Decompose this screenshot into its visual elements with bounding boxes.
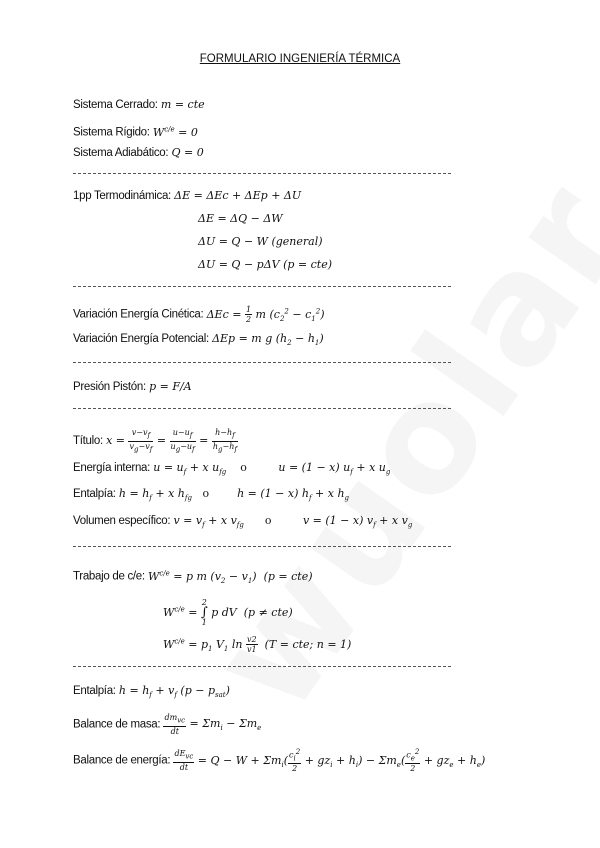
trabajo-eq2-row [163,598,293,627]
entalpia-liquido-row [73,682,230,700]
volumen-row [73,512,412,530]
energia-interna-row [73,459,390,477]
page-title: FORMULARIO INGENIERÍA TÉRMICA [199,53,401,65]
primera-ley-eq4-row [198,256,332,274]
energia-interna-label: Energía interna: [73,462,151,474]
balance-energia-row [73,748,486,774]
presion-label: Presión Pistón: [73,381,146,393]
energia-interna-eq: $u = u_f + x$ $u_{fg}$ o u = (1 − x) $u_f + x$ $u_g$ [153,461,391,477]
sistema-cerrado-row [73,96,205,114]
separator [73,546,451,547]
primera-ley-label: 1pp Termodinámica: [73,190,171,202]
separator [73,666,451,667]
primera-ley-eq4: ΔU = Q − pΔV (p = cte) [198,258,333,271]
separator [73,408,451,409]
sistema-cerrado-eq: m = cte [160,98,205,111]
primera-ley-eq3-row [198,233,323,251]
trabajo-label: Trabajo de c/e: [73,570,145,583]
balance-masa-label: Balance de masa: [73,718,161,731]
trabajo-eq1: $W^{c/e} = p$ m $(v_2 - v_1) (p = cte)$ [148,569,313,585]
balance-masa-eq: $\frac{dm_{vc}}{dt}$ = $\Sigma m_i - \Sigma m_e$ [164,713,262,736]
sistema-rigido-label: Sistema Rígido: [73,126,150,139]
entalpia-liquido-eq: $h = h_f + v_f$ $(p - p_{sat})$ [118,684,230,700]
trabajo-row [73,564,313,585]
separator [73,286,451,287]
balance-energia-eq: $\frac{dE_{vc}}{dt}$ = $Q - W + \Sigma m_i$( $\frac{c_i^2}{2}$ + $gz_i + h_i) - \Sigma m_e$( $\frac{c_e^2}{2}$ + $gz_e + h_e$) [174,748,486,774]
sistema-rigido-row [73,120,198,138]
primera-ley-eq3: ΔU = Q − W (general) [198,235,323,248]
trabajo-eq3-row [163,632,352,655]
balance-energia-label: Balance de energía: [73,754,171,767]
cinetica-label: Variación Energía Cinética: [73,308,204,321]
titulo-eq: x = $\frac{v-v_f}{v_g-v_f}$ = $\frac{u-u_f}{u_g-u_f}$ = $\frac{h-h_f}{h_g-h_f}$ [106,428,237,454]
sistema-cerrado-label: Sistema Cerrado: [73,99,158,111]
primera-ley-eq1: ΔE = ΔEc + ΔEp + ΔU [174,189,302,202]
potencial-label: Variación Energía Potencial: [73,333,209,345]
cinetica-row [73,302,325,325]
potencial-row [73,330,324,348]
presion-row [73,378,192,396]
entalpia-row [73,485,349,503]
volumen-label: Volumen específico: [73,515,171,527]
primera-ley-eq2: ΔE = ΔQ − ΔW [198,212,283,225]
separator [73,362,451,363]
trabajo-eq2: $W^{c/e}$ = 2 ∫ 1 p dV (p ≠ cte) [163,598,293,627]
primera-ley-row [73,187,301,205]
potencial-eq: ΔEp = m g $(h_2 - h_1)$ [212,332,324,348]
entalpia-eq: $h = h_f + x$ $h_{fg}$ o h = (1 − x) $h_f + x$ $h_g$ [118,487,350,503]
balance-masa-row [73,713,262,736]
separator [73,173,451,174]
sistema-rigido-eq: $W^{c/e} = 0$ [152,125,198,139]
sistema-adiabatico-row [73,144,204,162]
volumen-eq: $v = v_f + x$ $v_{fg}$ o v = (1 − x) $v_f + x$ $v_g$ [173,514,413,530]
presion-eq: p = F/A [149,380,192,393]
trabajo-eq3: $W^{c/e} = p_1$ $V_1$ ln $\frac{v2}{v1}$ (T = cte; n = 1) [163,635,352,655]
titulo-row [73,428,238,454]
sistema-adiabatico-label: Sistema Adiabático: [73,147,169,159]
entalpia-label: Entalpía: [73,488,116,500]
entalpia-liquido-label: Entalpía: [73,685,116,697]
titulo-label: Título: [73,435,103,448]
cinetica-eq: ΔEc = $\frac{1}{2}$ m $(c_2^2 - c_1^2)$ [206,305,325,325]
sistema-adiabatico-eq: Q = 0 [171,146,204,159]
primera-ley-eq2-row [198,210,283,228]
